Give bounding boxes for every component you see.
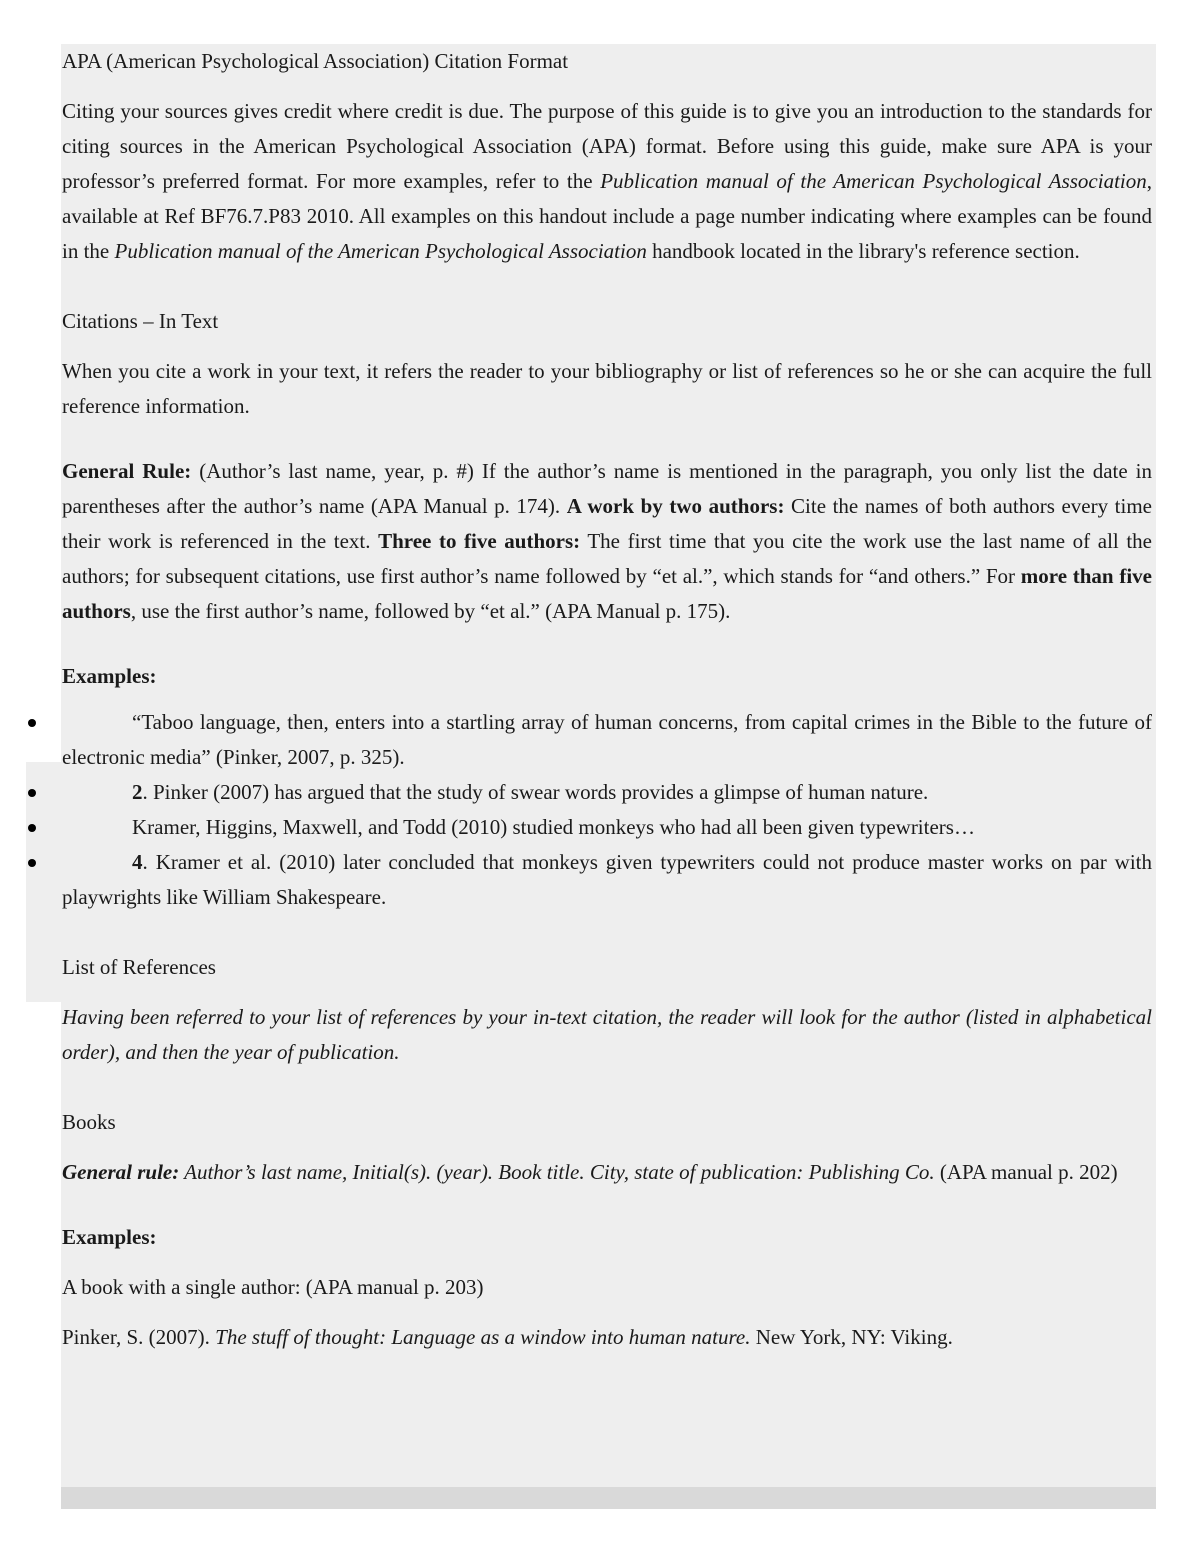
single-author-label: A book with a single author: (APA manual p. 203) [62, 1275, 484, 1299]
document-body [62, 44, 1152, 1355]
page-title: APA (American Psychological Association) Citation Format [62, 49, 569, 73]
in-text-heading: Citations – In Text [62, 309, 219, 333]
book-citation: Pinker, S. (2007). The stuff of thought: Language as a window into human nature. New York, NY: Viking. [62, 1325, 953, 1349]
list-item: 2. Pinker (2007) has argued that the study of swear words provides a glimpse of human nature. [62, 775, 1152, 810]
references-description: Having been referred to your list of references by your in-text citation, the reader will look for the author (listed in alphabetical order), and then the year of publication. [62, 1005, 1152, 1064]
bullet-icon [28, 859, 36, 867]
references-heading: List of References [62, 955, 216, 979]
bullet-icon [28, 719, 36, 727]
books-general-rule: General rule: Author’s last name, Initial(s). (year). Book title. City, state of publication: Publishing Co. (APA manual p. 202) [62, 1160, 1118, 1184]
list-item: 4. Kramer et al. (2010) later concluded that monkeys given typewriters could not produce master works on par with playwrights like William Shakespeare. [62, 845, 1152, 915]
list-item: Kramer, Higgins, Maxwell, and Todd (2010) studied monkeys who had all been given typewriters… [62, 810, 1152, 845]
intro-paragraph: Citing your sources gives credit where credit is due. The purpose of this guide is to give you an introduction to the standards for citing sources in the American Psychological Association (APA) format. Before using this guide, make sure APA is your professor’s preferred format. For more examples, refer to the Publication manual of the American Psychological Association, available at Ref BF76.7.P83 2010. All examples on this handout include a page number indicating where examples can be found in the Publication manual of the American Psychological Association handbook located in the library's reference section. [62, 99, 1152, 263]
list-item: “Taboo language, then, enters into a startling array of human concerns, from capital crimes in the Bible to the future of electronic media” (Pinker, 2007, p. 325). [62, 705, 1152, 775]
in-text-description: When you cite a work in your text, it refers the reader to your bibliography or list of references so he or she can acquire the full reference information. [62, 359, 1152, 418]
bottom-bar [61, 1487, 1156, 1509]
general-rule-paragraph: General Rule: (Author’s last name, year, p. #) If the author’s name is mentioned in the paragraph, you only list the date in parentheses after the author’s name (APA Manual p. 174). A work by two authors: Cite the names of both authors every time their work is referenced in the text. Three to five authors: The first time that you cite the work use the last name of all the authors; for subsequent citations, use first author’s name followed by “et al.”, which stands for “and others.” For more than five authors, use the first author’s name, followed by “et al.” (APA Manual p. 175). [62, 459, 1152, 623]
books-examples-label: Examples: [62, 1225, 157, 1249]
books-heading: Books [62, 1110, 116, 1134]
examples-list [62, 705, 1152, 915]
bullet-icon [28, 789, 36, 797]
bullet-shade [26, 762, 66, 1002]
examples-label: Examples: [62, 664, 157, 688]
bullet-icon [28, 824, 36, 832]
